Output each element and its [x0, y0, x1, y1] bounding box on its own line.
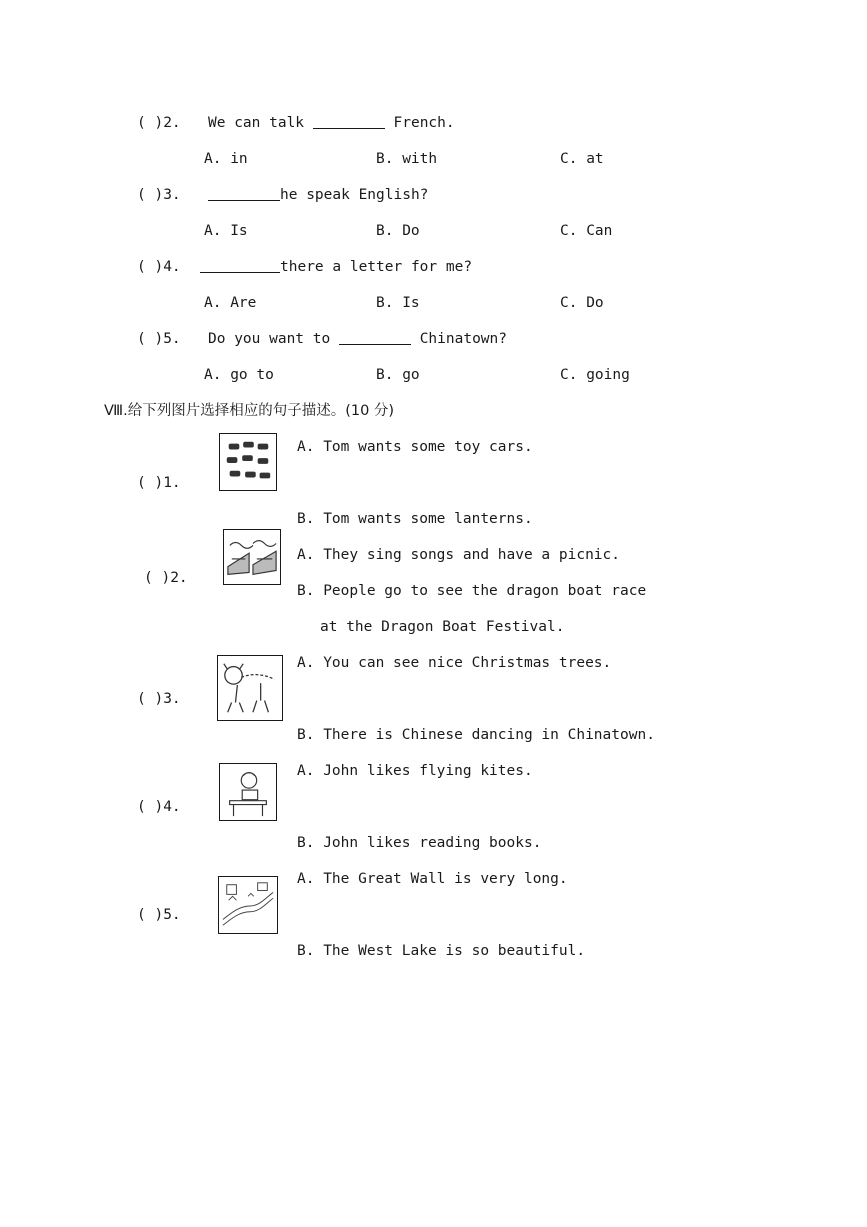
option-c: C. Do [560, 295, 604, 311]
choice-b: B. There is Chinese dancing in Chinatown. [297, 727, 655, 743]
choice-a: A. Tom wants some toy cars. [297, 439, 533, 455]
answer-paren: ( )2. [137, 115, 181, 131]
choice-a: A. John likes flying kites. [297, 763, 533, 779]
option-c: C. going [560, 367, 630, 383]
great-wall-picture [218, 876, 278, 934]
option-c: C. Can [560, 223, 613, 239]
toy-cars-picture [219, 433, 277, 491]
answer-paren: ( )3. [137, 691, 181, 707]
choice-b: B. John likes reading books. [297, 835, 542, 851]
choice-a: A. They sing songs and have a picnic. [297, 547, 621, 563]
answer-blank [339, 330, 411, 345]
question-text: there a letter for me? [200, 257, 472, 277]
question-text: he speak English? [208, 185, 428, 205]
answer-paren: ( )4. [137, 259, 181, 275]
option-b: B. Do [376, 223, 420, 239]
answer-blank [208, 186, 280, 201]
lion-dance-picture [217, 655, 283, 721]
answer-paren: ( )5. [137, 907, 181, 923]
dragon-boat-picture [223, 529, 281, 585]
option-b: B. Is [376, 295, 420, 311]
answer-paren: ( )2. [144, 570, 188, 586]
question-text: We can talk French. [208, 115, 455, 131]
answer-paren: ( )1. [137, 475, 181, 491]
option-a: A. Are [204, 295, 257, 311]
question-text: Do you want to Chinatown? [208, 331, 507, 347]
answer-blank [313, 114, 385, 129]
choice-b: B. The West Lake is so beautiful. [297, 943, 586, 959]
option-a: A. in [204, 151, 248, 167]
option-c: C. at [560, 151, 604, 167]
choice-b-continued: at the Dragon Boat Festival. [320, 619, 565, 635]
answer-blank [200, 258, 280, 273]
answer-paren: ( )3. [137, 187, 181, 203]
section-heading: Ⅷ.给下列图片选择相应的句子描述。(10 分) [104, 403, 395, 419]
answer-paren: ( )4. [137, 799, 181, 815]
option-b: B. with [376, 151, 438, 167]
choice-a: A. The Great Wall is very long. [297, 871, 568, 887]
reading-boy-picture [219, 763, 277, 821]
answer-paren: ( )5. [137, 331, 181, 347]
choice-b: B. People go to see the dragon boat race [297, 583, 647, 599]
choice-b: B. Tom wants some lanterns. [297, 511, 533, 527]
option-a: A. Is [204, 223, 248, 239]
choice-a: A. You can see nice Christmas trees. [297, 655, 612, 671]
option-a: A. go to [204, 367, 274, 383]
option-b: B. go [376, 367, 420, 383]
